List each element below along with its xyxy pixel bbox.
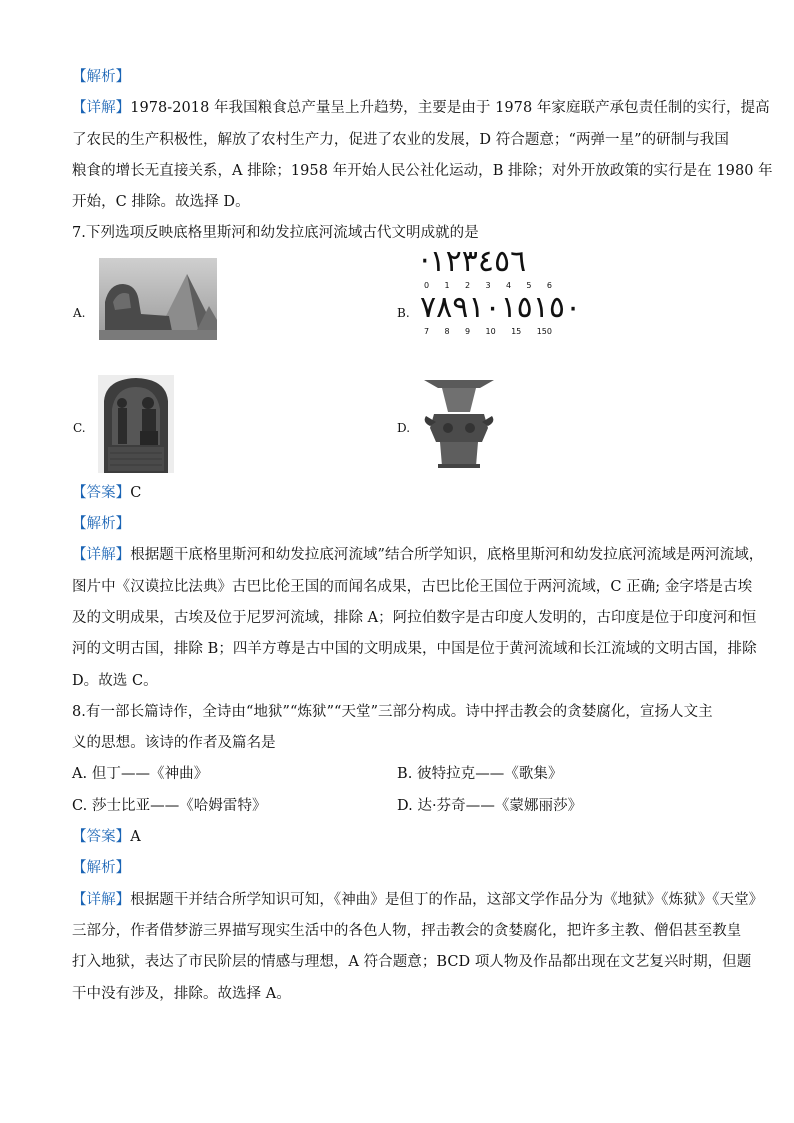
numeral-label: 2 bbox=[464, 280, 471, 290]
q8-question-line-1: 8.有一部长篇诗作，全诗由“地狱”“炼狱”“天堂”三部分构成。诗中抨击教会的贪婪腐化，宣扬人文主 bbox=[72, 703, 713, 720]
q7-option-d-label[interactable]: D. bbox=[397, 420, 411, 435]
q6-detail-line-3: 粮食的增长无直接关系，A 排除；1958 年开始人民公社化运动，B 排除；对外开放政策的实行是在 1980 年 bbox=[72, 162, 773, 179]
q7-detail-line-1 bbox=[72, 540, 764, 571]
numeral-label: 150 bbox=[536, 326, 552, 336]
numeral-label: 5 bbox=[526, 280, 532, 290]
numeral-label: 8 bbox=[444, 326, 450, 336]
q7-option-b-label[interactable]: B. bbox=[397, 305, 410, 320]
q6-detail-line-1 bbox=[72, 93, 770, 124]
pyramid-sphinx-photo bbox=[99, 258, 217, 340]
q6-detail-tag: 【详解】 bbox=[72, 100, 131, 117]
q8-answer-tag: 【答案】 bbox=[72, 829, 131, 846]
q8-detail-tag: 【详解】 bbox=[72, 891, 131, 908]
q8-detail-line-2: 三部分，作者借梦游三界描写现实生活中的各色人物，抨击教会的贪婪腐化，把许多主教、僧侣甚至教皇 bbox=[72, 922, 742, 939]
four-ram-zun-photo bbox=[420, 376, 498, 472]
q8-answer-value: A bbox=[130, 829, 141, 846]
q8-options-row-2 bbox=[72, 791, 726, 822]
q8-detail-line-1 bbox=[72, 885, 764, 916]
q6-analysis-heading: 【解析】 bbox=[72, 69, 131, 85]
q8-options-row-1 bbox=[72, 759, 726, 790]
q7-image-options bbox=[72, 243, 726, 478]
q8-option-b[interactable]: B. 彼特拉克——《歌集》 bbox=[397, 766, 563, 783]
q6-detail-line-2: 了农民的生产积极性，解放了农村生产力，促进了农业的发展，D 符合题意；“两弹一星”的研制与我国 bbox=[72, 131, 729, 148]
q7-analysis-heading: 【解析】 bbox=[72, 516, 131, 533]
q8-question-line-2: 义的思想。该诗的作者及篇名是 bbox=[72, 735, 276, 752]
numeral-label: 0 bbox=[424, 280, 430, 290]
q8-detail-line-4: 干中没有涉及，排除。故选择 A。 bbox=[72, 985, 291, 1002]
numeral-label: 3 bbox=[485, 280, 491, 290]
q8-option-d[interactable]: D. 达·芬奇——《蒙娜丽莎》 bbox=[397, 797, 583, 814]
document-page bbox=[72, 62, 773, 1010]
q8-answer bbox=[72, 822, 726, 853]
q6-detail-line-4: 开始，C 排除。故选择 D。 bbox=[72, 194, 250, 211]
eastern-numerals-bottom: ٧٨٩١٠١٥١٥٠ bbox=[420, 289, 582, 325]
q8-option-c[interactable]: C. 莎士比亚——《哈姆雷特》 bbox=[72, 797, 267, 814]
q7-answer-value: C bbox=[130, 484, 142, 501]
western-numerals-bottom bbox=[424, 327, 552, 336]
numeral-label: 7 bbox=[424, 326, 430, 336]
q7-detail-text-1: 根据题干底格里斯河和幼发拉底河流域”结合所学知识，底格里斯河和幼发拉底河流域是两河流域， bbox=[130, 547, 764, 564]
q8-analysis-heading: 【解析】 bbox=[72, 860, 131, 877]
q6-detail-text-1: 1978-2018 年我国粮食总产量呈上升趋势，主要是由于 1978 年家庭联产承包责任制的实行，提高 bbox=[130, 100, 770, 117]
q7-detail-tag: 【详解】 bbox=[72, 547, 131, 564]
numeral-label: 1 bbox=[444, 280, 450, 290]
numeral-label: 15 bbox=[511, 326, 522, 336]
q7-detail-line-4: 河的文明古国，排除 B；四羊方尊是古中国的文明成果，中国是位于黄河流域和长江流域的文明古国，排除 bbox=[72, 641, 757, 658]
numeral-label: 10 bbox=[485, 326, 496, 336]
q7-answer bbox=[72, 478, 726, 509]
q8-detail-text-1: 根据题干并结合所学知识可知，《神曲》是但丁的作品，这部文学作品分为《地狱》《炼狱》《天堂》 bbox=[130, 891, 764, 908]
q7-detail-line-3: 及的文明成果，古埃及位于尼罗河流域，排除 A；阿拉伯数字是古印度人发明的，古印度是位于印度河和恒 bbox=[72, 609, 757, 626]
q7-answer-tag: 【答案】 bbox=[72, 484, 131, 501]
q7-option-a-label[interactable]: A. bbox=[73, 305, 86, 320]
numeral-label: 9 bbox=[465, 326, 471, 336]
q7-detail-line-5: D。故选 C。 bbox=[72, 672, 158, 689]
q7-question: 7.下列选项反映底格里斯河和幼发拉底河流域古代文明成就的是 bbox=[72, 225, 479, 242]
numerals-figure bbox=[420, 243, 582, 362]
q8-detail-line-3: 打入地狱，表达了市民阶层的情感与理想，A 符合题意；BCD 项人物及作品都出现在文艺复兴时期，但题 bbox=[72, 954, 752, 971]
q7-option-c-label[interactable]: C. bbox=[73, 420, 86, 435]
q8-option-a[interactable]: A. 但丁——《神曲》 bbox=[72, 766, 209, 783]
numeral-label: 4 bbox=[505, 280, 512, 290]
hammurabi-stele-photo bbox=[98, 375, 174, 473]
numeral-label: 6 bbox=[546, 280, 552, 290]
western-numerals-top bbox=[424, 281, 552, 290]
q7-detail-line-2: 图片中《汉谟拉比法典》古巴比伦王国的而闻名成果，古巴比伦王国位于两河流域，C 正确; 金字塔是古埃 bbox=[72, 578, 753, 595]
eastern-numerals-top: ·١٢٣٤٥٦ bbox=[420, 243, 527, 279]
